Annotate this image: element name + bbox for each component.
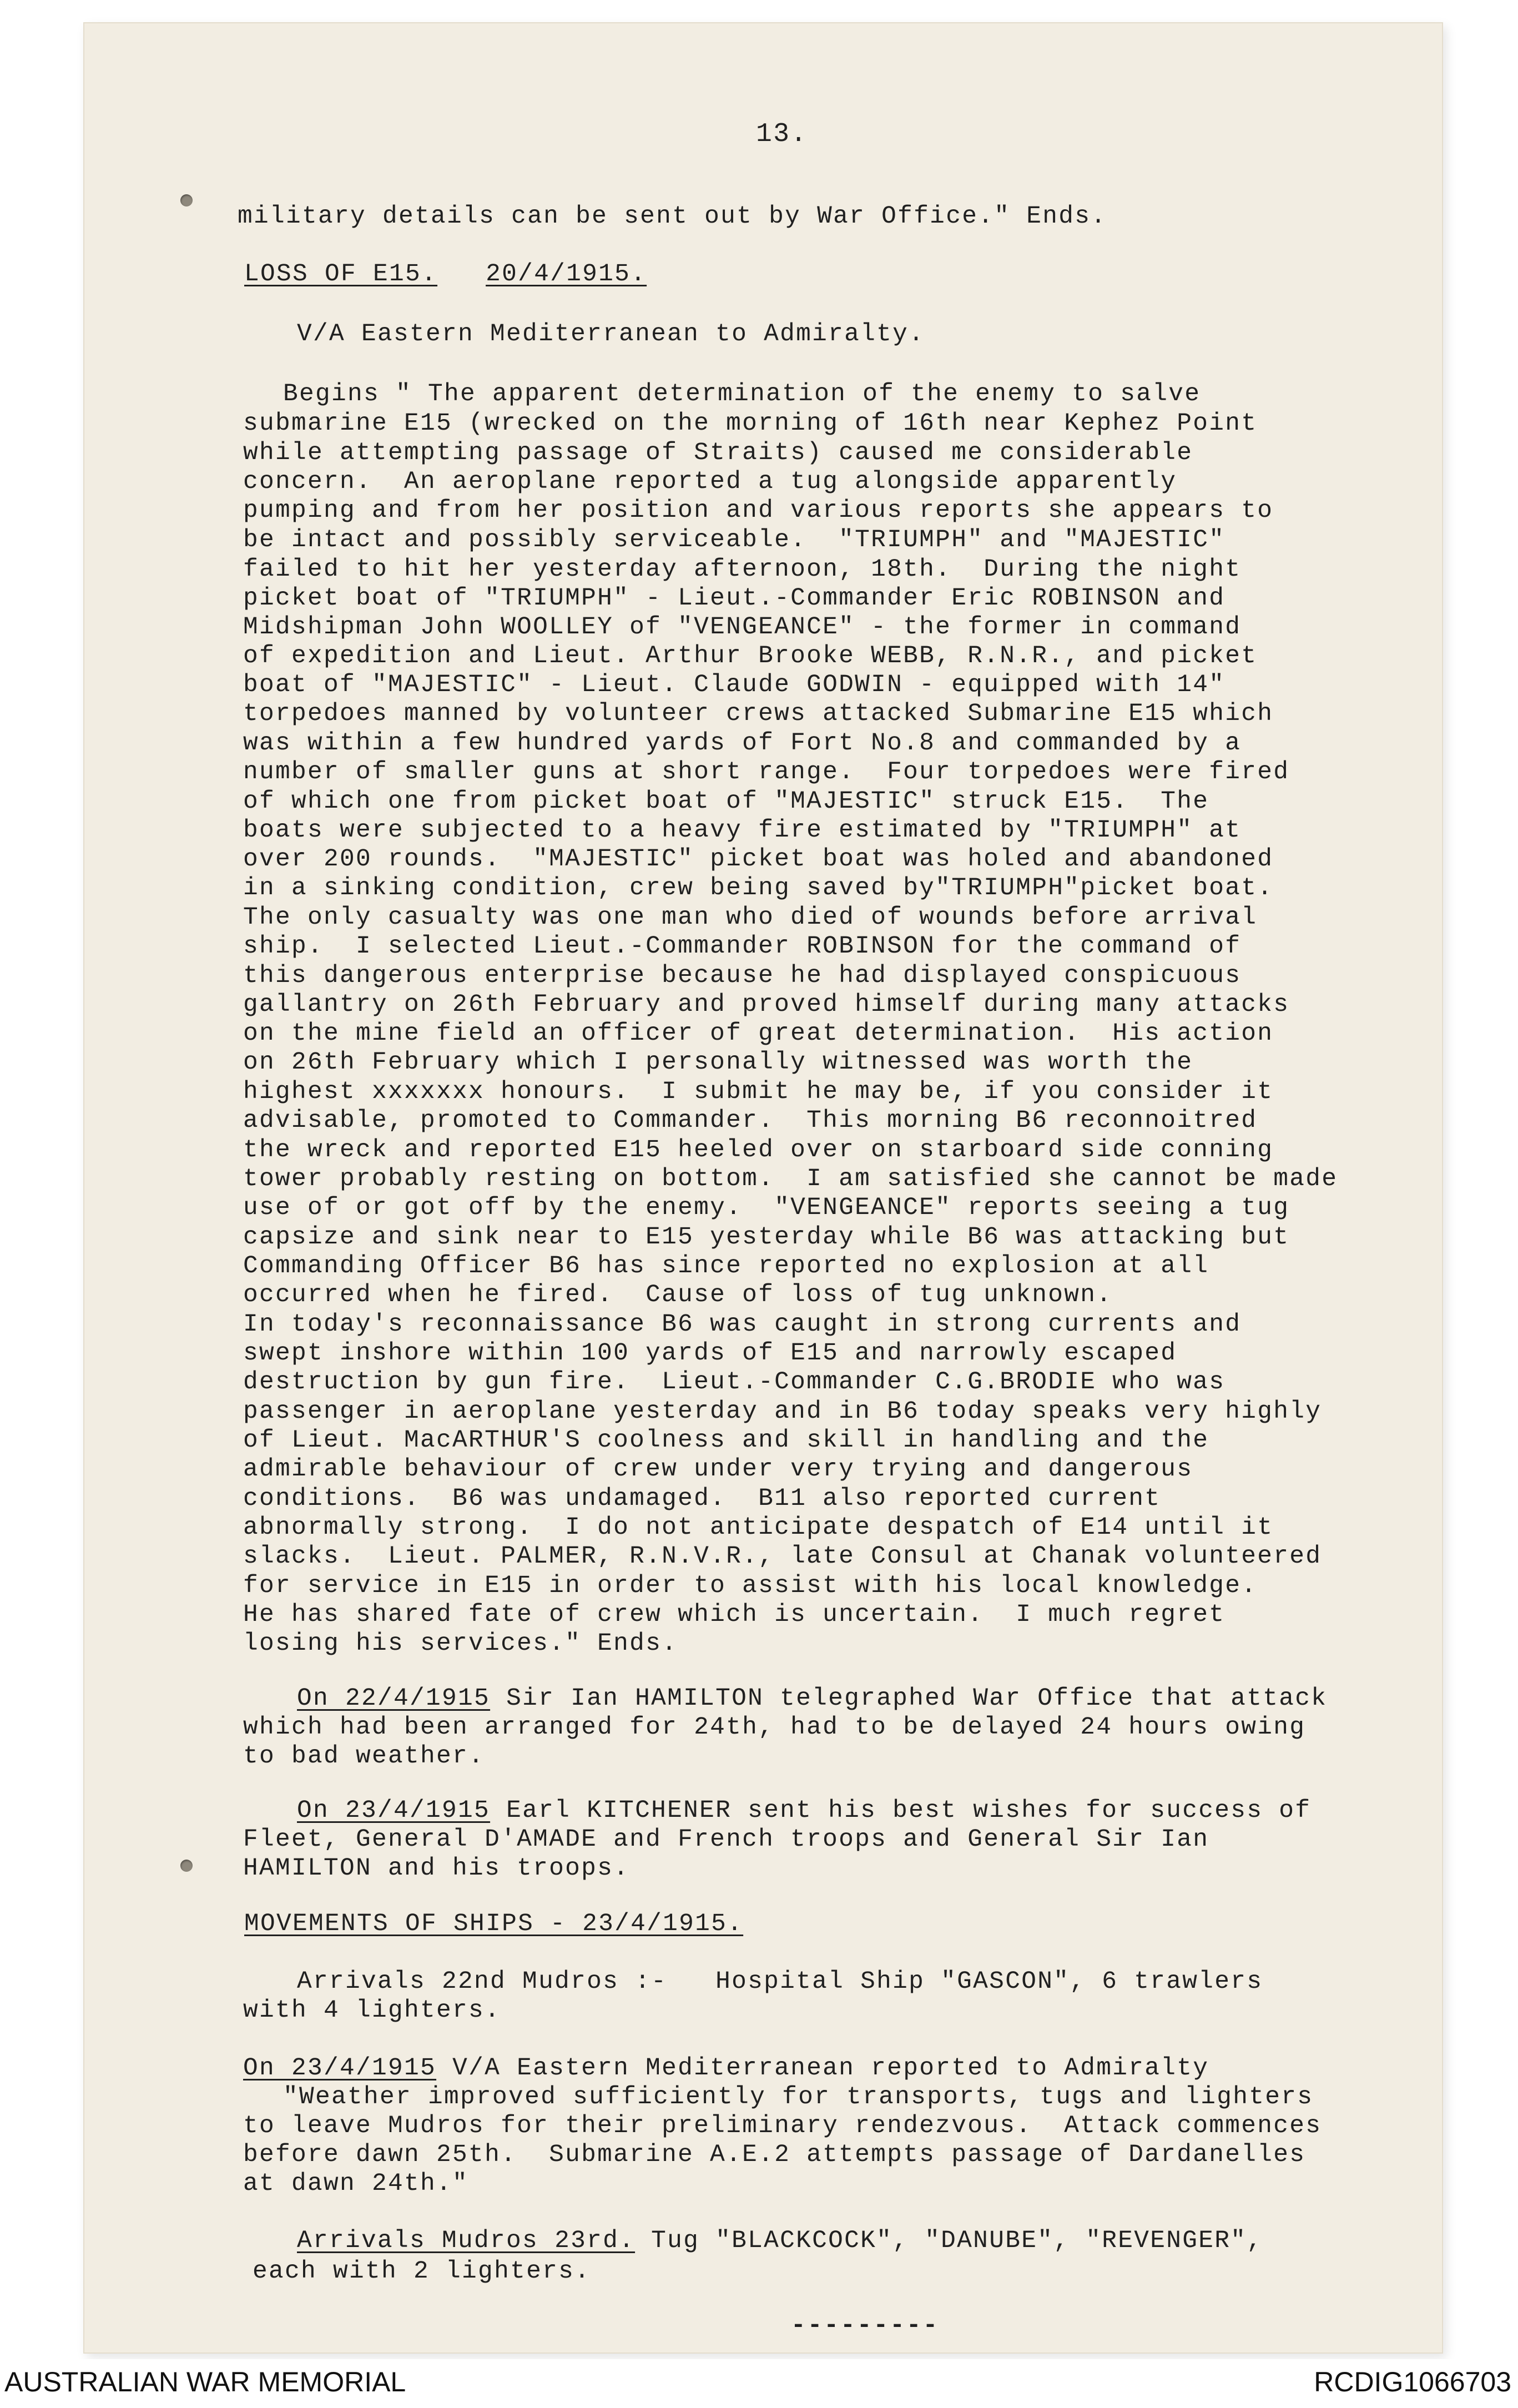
text-line: occurred when he fired. Cause of loss of tug unknown.: [243, 1281, 1113, 1309]
text-line: picket boat of "TRIUMPH" - Lieut.-Commander Eric ROBINSON and: [243, 585, 1226, 612]
text-line: the wreck and reported E15 heeled over on starboard side conning: [243, 1136, 1274, 1164]
text-line: torpedoes manned by volunteer crews attacked Submarine E15 which: [243, 700, 1274, 728]
punch-hole: [180, 194, 193, 206]
text-line: in a sinking condition, crew being saved by"TRIUMPH"picket boat.: [243, 874, 1274, 902]
text-line: Arrivals Mudros 23rd. Tug "BLACKCOCK", "DANUBE", "REVENGER",: [297, 2227, 1263, 2255]
text-line: each with 2 lighters.: [253, 2258, 591, 2285]
text-line: In today's reconnaissance B6 was caught in strong currents and: [243, 1311, 1242, 1338]
text-line: He has shared fate of crew which is uncertain. I much regret: [243, 1601, 1226, 1629]
heading-title: MOVEMENTS OF SHIPS - 23/4/1915.: [244, 1910, 744, 1938]
text-line: while attempting passage of Straits) caused me considerable: [243, 439, 1193, 467]
text-line: destruction by gun fire. Lieut.-Commander C.G.BRODIE who was: [243, 1368, 1226, 1396]
text-line: boats were subjected to a heavy fire estimated by "TRIUMPH" at: [243, 817, 1242, 844]
text-line: before dawn 25th. Submarine A.E.2 attempts passage of Dardanelles: [243, 2141, 1306, 2169]
punch-hole: [180, 1860, 193, 1872]
text-line: with 4 lighters.: [243, 1997, 501, 2024]
text-line: passenger in aeroplane yesterday and in B6 today speaks very highly: [243, 1398, 1322, 1425]
text-line: use of or got off by the enemy. "VENGEANCE" reports seeing a tug: [243, 1194, 1290, 1222]
text-line: On 22/4/1915 Sir Ian HAMILTON telegraphed War Office that attack: [297, 1685, 1328, 1712]
text-line: gallantry on 26th February and proved himself during many attacks: [243, 991, 1290, 1019]
text-line: losing his services." Ends.: [243, 1630, 678, 1658]
text-line: tower probably resting on bottom. I am satisfied she cannot be made: [243, 1165, 1338, 1193]
text-line: pumping and from her position and various reports she appears to: [243, 497, 1274, 525]
text-line: capsize and sink near to E15 yesterday while B6 was attacking but: [243, 1223, 1290, 1251]
footer-record-id: RCDIG1066703: [1314, 2366, 1511, 2397]
heading-date: 20/4/1915.: [486, 260, 647, 288]
date-reference: On 22/4/1915: [297, 1685, 491, 1712]
text-line: concern. An aeroplane reported a tug alongside apparently: [243, 468, 1177, 496]
document-page: [83, 22, 1443, 2354]
text-line: On 23/4/1915 V/A Eastern Mediterranean reported to Admiralty: [243, 2054, 1209, 2082]
text-line: over 200 rounds. "MAJESTIC" picket boat was holed and abandoned: [243, 845, 1274, 873]
text-line: to bad weather.: [243, 1742, 485, 1770]
text-line: of which one from picket boat of "MAJESTIC" struck E15. The: [243, 788, 1209, 815]
date-reference: On 23/4/1915: [243, 2054, 437, 2082]
text-line: for service in E15 in order to assist with his local knowledge.: [243, 1572, 1258, 1600]
text-line: Fleet, General D'AMADE and French troops and General Sir Ian: [243, 1826, 1209, 1853]
arrivals-label: Arrivals Mudros 23rd.: [297, 2227, 636, 2255]
text-line: swept inshore within 100 yards of E15 and narrowly escaped: [243, 1339, 1177, 1367]
text-line: Commanding Officer B6 has since reported no explosion at all: [243, 1252, 1209, 1280]
text-line: this dangerous enterprise because he had displayed conspicuous: [243, 962, 1242, 990]
text-line: at dawn 24th.": [243, 2170, 469, 2198]
text-line: of Lieut. MacARTHUR'S coolness and skill in handling and the: [243, 1427, 1209, 1454]
text-line: ship. I selected Lieut.-Commander ROBINSON for the command of: [243, 933, 1242, 960]
text-line: of expedition and Lieut. Arthur Brooke WEBB, R.N.R., and picket: [243, 642, 1258, 670]
text-line: on 26th February which I personally witnessed was worth the: [243, 1049, 1193, 1076]
heading-title: LOSS OF E15.: [244, 260, 438, 288]
text-line: slacks. Lieut. PALMER, R.N.V.R., late Consul at Chanak volunteered: [243, 1543, 1322, 1570]
text-line: be intact and possibly serviceable. "TRIUMPH" and "MAJESTIC": [243, 526, 1226, 554]
text-line: Arrivals 22nd Mudros :- Hospital Ship "GASCON", 6 trawlers: [297, 1968, 1263, 1996]
text-line: The only casualty was one man who died of wounds before arrival: [243, 904, 1258, 931]
text-line: highest xxxxxxx honours. I submit he may be, if you consider it: [243, 1078, 1274, 1106]
footer-institution: AUSTRALIAN WAR MEMORIAL: [4, 2366, 406, 2397]
text-line: to leave Mudros for their preliminary rendezvous. Attack commences: [243, 2112, 1322, 2140]
text-line: admirable behaviour of crew under very trying and dangerous: [243, 1455, 1193, 1483]
text-line: military details can be sent out by War Office." Ends.: [238, 203, 1107, 230]
footer-bar: [0, 2359, 1518, 2408]
text-line: failed to hit her yesterday afternoon, 18th. During the night: [243, 556, 1242, 583]
text-line: submarine E15 (wrecked on the morning of 16th near Kephez Point: [243, 410, 1258, 437]
text-line: was within a few hundred yards of Fort No.8 and commanded by a: [243, 729, 1242, 757]
section-heading: [244, 1912, 743, 1937]
end-rule: ---------: [791, 2312, 940, 2340]
text-line: boat of "MAJESTIC" - Lieut. Claude GODWIN - equipped with 14": [243, 671, 1226, 699]
page-number: 13.: [756, 119, 808, 149]
text-line: number of smaller guns at short range. Four torpedoes were fired: [243, 758, 1290, 786]
text-line: on the mine field an officer of great determination. His action: [243, 1020, 1274, 1047]
text-line: "Weather improved sufficiently for transports, tugs and lighters: [283, 2083, 1314, 2111]
section-heading: [244, 262, 647, 287]
text-line: abnormally strong. I do not anticipate despatch of E14 until it: [243, 1514, 1274, 1541]
text-line: V/A Eastern Mediterranean to Admiralty.: [297, 320, 925, 348]
text-line: Begins " The apparent determination of the enemy to salve: [283, 380, 1201, 408]
text-line: which had been arranged for 24th, had to be delayed 24 hours owing: [243, 1714, 1306, 1741]
text-line: Midshipman John WOOLLEY of "VENGEANCE" - the former in command: [243, 613, 1242, 641]
text-line: HAMILTON and his troops.: [243, 1855, 630, 1882]
date-reference: On 23/4/1915: [297, 1797, 491, 1825]
text-line: conditions. B6 was undamaged. B11 also reported current: [243, 1485, 1161, 1513]
text-line: advisable, promoted to Commander. This morning B6 reconnoitred: [243, 1107, 1258, 1135]
text-line: On 23/4/1915 Earl KITCHENER sent his best wishes for success of: [297, 1797, 1312, 1825]
